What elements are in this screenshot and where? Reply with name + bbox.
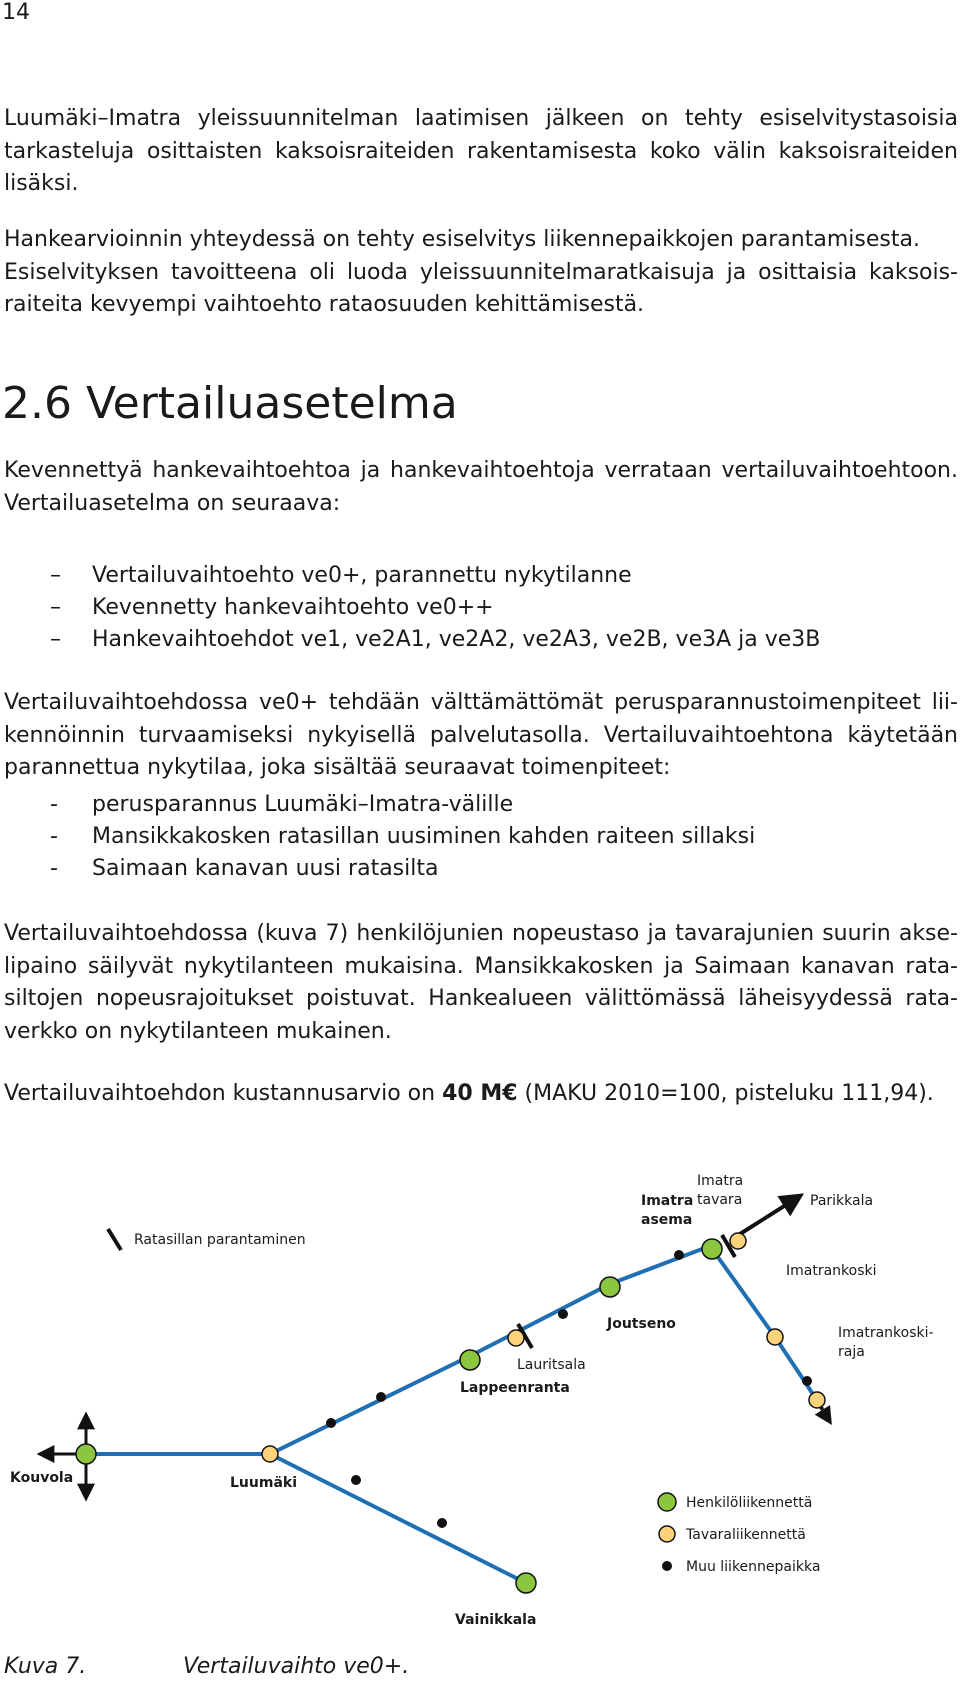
section-paragraph-3 (4, 918, 958, 1048)
other-stop-marker (674, 1250, 684, 1260)
freight-station-marker (767, 1329, 783, 1345)
cost-value: 40 M€ (442, 1081, 518, 1106)
text-line: verkko on nykytilanteen mukainen. (4, 1018, 392, 1044)
station-label-imatra-tavara: tavara (697, 1192, 743, 1208)
passenger-station-marker (460, 1350, 480, 1370)
station-label-imatrankoskiraja: Imatrankoski- (838, 1325, 934, 1341)
intro-paragraph-1 (4, 103, 958, 201)
other-stop-marker (326, 1418, 336, 1428)
station-label-imatrankoskiraja: raja (838, 1344, 865, 1360)
parikkala-arrow (740, 1196, 800, 1234)
list-item: – Vertailuvaihtoehto ve0+, parannettu nykytilanne (50, 563, 632, 588)
bridge-legend-symbol (108, 1229, 121, 1250)
legend-passenger-label: Henkilöliikennettä (686, 1495, 813, 1511)
list-item: - Mansikkakosken ratasillan uusiminen kahden raiteen sillaksi (50, 824, 756, 849)
freight-station-marker (508, 1330, 524, 1346)
station-label-imatra-asema: asema (641, 1212, 693, 1228)
text-line: lipaino säilyvät nykytilanteen mukaisina. Mansikkakosken ja Saimaan kanavan rata- (4, 953, 958, 979)
page-number: 14 (2, 0, 30, 25)
other-stop-marker (376, 1392, 386, 1402)
station-label-imatra-tavara: Imatra (697, 1173, 744, 1189)
station-label-imatrankoski: Imatrankoski (786, 1263, 877, 1279)
figure-caption-title: Vertailuvaihto ve0+. (183, 1654, 410, 1679)
text-line: Luumäki–Imatra yleissuunnitelman laatimisen jälkeen on tehty esiselvitystasoisia (4, 106, 958, 131)
section-paragraph-2 (4, 687, 958, 785)
section-paragraph-1 (4, 455, 958, 520)
text-line: Esiselvityksen tavoitteena oli luoda yleissuunnitelmaratkaisuja ja osittaisia kaksois- (4, 259, 958, 285)
freight-station-marker (262, 1446, 278, 1462)
rail-network-map (0, 1150, 960, 1650)
list-item: - Saimaan kanavan uusi ratasilta (50, 856, 439, 881)
list-item: – Hankevaihtoehdot ve1, ve2A1, ve2A2, ve2A3, ve2B, ve3A ja ve3B (50, 627, 821, 652)
passenger-station-marker (516, 1573, 536, 1593)
text-line: Hankearvioinnin yhteydessä on tehty esiselvitys liikennepaikkojen parantamisesta. (4, 227, 920, 252)
station-label-parikkala: Parikkala (810, 1193, 874, 1209)
text-line: raiteita kevyempi vaihtoehto rataosuuden kehittämisestä. (4, 292, 645, 317)
vainikkala-branch (270, 1454, 526, 1583)
list-item: – Kevennetty hankevaihtoehto ve0++ (50, 595, 494, 620)
station-label-vainikkala: Vainikkala (455, 1612, 537, 1628)
station-label-joutseno: Joutseno (607, 1316, 676, 1332)
legend-freight-label: Tavaraliikennettä (686, 1527, 806, 1543)
cost-paragraph: Vertailuvaihtoehdon kustannusarvio on 40 M€ (MAKU 2010=100, pisteluku 111,94). (4, 1081, 934, 1106)
figure-caption-label: Kuva 7. (4, 1654, 87, 1679)
text-line: Vertailuvaihtoehdossa (kuva 7) henkilöjunien nopeustaso ja tavarajunien suurin akse- (4, 921, 958, 946)
freight-station-marker (730, 1233, 746, 1249)
arrow-line (820, 1406, 830, 1422)
bridge-legend-label: Ratasillan parantaminen (134, 1232, 306, 1248)
legend-other-label: Muu liikennepaikka (686, 1559, 821, 1575)
main-track (86, 1246, 710, 1454)
station-label-luumaki: Luumäki (230, 1475, 297, 1491)
other-stop-marker (558, 1309, 568, 1319)
legend-freight-marker (659, 1526, 675, 1542)
station-label-kouvola: Kouvola (10, 1470, 74, 1486)
station-label-lauritsala: Lauritsala (517, 1357, 586, 1373)
text-line: Vertailuasetelma on seuraava: (4, 490, 341, 516)
legend-other-marker (662, 1561, 672, 1571)
text-line: kennöinnin turvaamiseksi nykyisellä palvelutasolla. Vertailuvaihtoehtona käytetään (4, 722, 958, 748)
station-label-imatra-asema: Imatra (641, 1193, 694, 1209)
passenger-station-marker (702, 1239, 722, 1259)
passenger-station-marker (600, 1277, 620, 1297)
text-line: tarkasteluja osittaisten kaksoisraiteiden rakentamisesta koko välin kaksoisraiteiden (4, 138, 958, 164)
text-line: Kevennettyä hankevaihtoehtoa ja hankevaihtoehtoja verrataan vertailuvaihtoehtoon. (4, 458, 958, 483)
passenger-station-marker (76, 1444, 96, 1464)
text-line: parannettua nykytilaa, joka sisältää seuraavat toimenpiteet: (4, 755, 671, 780)
other-stop-marker (802, 1376, 812, 1386)
section-heading: 2.6 Vertailuasetelma (2, 378, 458, 429)
station-label-lappeenranta: Lappeenranta (460, 1380, 570, 1396)
other-stop-marker (437, 1518, 447, 1528)
text-line: lisäksi. (4, 171, 79, 196)
text-line: Vertailuvaihtoehdossa ve0+ tehdään välttämättömät perusparannustoimenpiteet lii- (4, 690, 958, 715)
other-stop-marker (351, 1475, 361, 1485)
legend-passenger-marker (658, 1493, 676, 1511)
freight-station-marker (809, 1392, 825, 1408)
text-line: siltojen nopeusrajoitukset poistuvat. Hankealueen välittömässä läheisyydessä rata- (4, 986, 958, 1011)
list-item: - perusparannus Luumäki–Imatra-välille (50, 792, 514, 817)
intro-paragraph-2 (4, 224, 958, 322)
